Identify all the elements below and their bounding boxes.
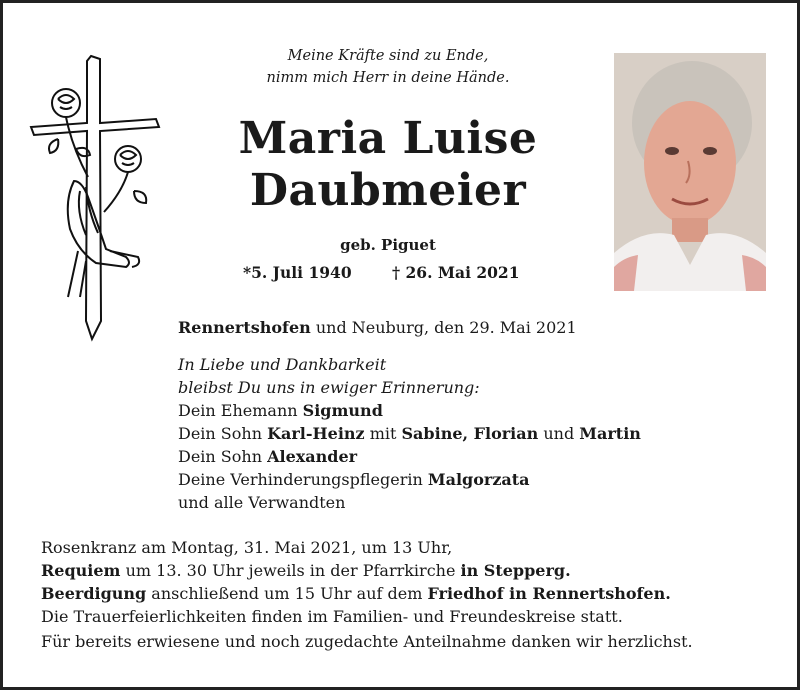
burial-line bbox=[41, 582, 781, 605]
relation-label: Dein Sohn bbox=[178, 447, 268, 466]
rosary-line: Rosenkranz am Montag, 31. Mai 2021, um 13 Uhr, bbox=[41, 538, 453, 557]
burial-place: Friedhof in Rennertshofen. bbox=[427, 584, 671, 603]
birth-date: *5. Juli 1940 bbox=[243, 263, 352, 282]
relative-name: Sabine, Florian bbox=[401, 424, 539, 443]
relative-name: Alexander bbox=[267, 447, 358, 466]
closing-thanks: Für bereits erwiesene und noch zugedachte Anteilnahme danken wir herzlichst. bbox=[41, 632, 693, 651]
motto-line-1: Meine Kräfte sind zu Ende, bbox=[287, 48, 489, 64]
motto-line-2: nimm mich Herr in deine Hände. bbox=[266, 70, 510, 86]
burial-label: Beerdigung bbox=[41, 584, 147, 603]
ceremony-note: Die Trauerfeierlichkeiten finden im Familien- und Freundeskreise statt. bbox=[41, 607, 623, 626]
family-intro-1: In Liebe und Dankbarkeit bbox=[178, 355, 387, 374]
place-date-line bbox=[178, 316, 778, 339]
cross-icon bbox=[28, 51, 168, 343]
death-date: † 26. Mai 2021 bbox=[392, 263, 520, 282]
relative-name: Malgorzata bbox=[427, 470, 530, 489]
family-intro-2: bleibst Du uns in ewiger Erinnerung: bbox=[178, 378, 480, 397]
family-line-son-1 bbox=[178, 422, 778, 445]
portrait-photo bbox=[614, 53, 766, 291]
birth-name: geb. Piguet bbox=[340, 236, 436, 254]
family-line-son-2 bbox=[178, 445, 778, 468]
service-details bbox=[41, 536, 781, 628]
last-name: Daubmeier bbox=[249, 165, 527, 216]
family-list bbox=[178, 353, 778, 514]
place: Rennertshofen bbox=[178, 318, 311, 337]
connector: und bbox=[538, 424, 580, 443]
family-line-husband bbox=[178, 399, 778, 422]
requiem-label: Requiem bbox=[41, 561, 121, 580]
requiem-line bbox=[41, 559, 781, 582]
relative-name: Karl-Heinz bbox=[267, 424, 365, 443]
requiem-text: um 13. 30 Uhr jeweils in der Pfarrkirche bbox=[120, 561, 461, 580]
relation-label: Dein Sohn bbox=[178, 424, 268, 443]
connector: mit bbox=[364, 424, 402, 443]
place-date-rest: und Neuburg, den 29. Mai 2021 bbox=[310, 318, 577, 337]
motto bbox=[203, 45, 573, 89]
requiem-place: in Stepperg. bbox=[460, 561, 571, 580]
portrait-image bbox=[614, 53, 766, 291]
first-name: Maria Luise bbox=[238, 113, 538, 164]
deceased-name bbox=[203, 113, 573, 217]
relation-label: Dein Ehemann bbox=[178, 401, 303, 420]
burial-text: anschließend um 15 Uhr auf dem bbox=[146, 584, 428, 603]
relation-label: Deine Verhinderungspflegerin bbox=[178, 470, 428, 489]
relative-name: Martin bbox=[579, 424, 641, 443]
relative-name: Sigmund bbox=[302, 401, 383, 420]
family-line-caregiver bbox=[178, 468, 778, 491]
family-line-relatives: und alle Verwandten bbox=[178, 493, 346, 512]
